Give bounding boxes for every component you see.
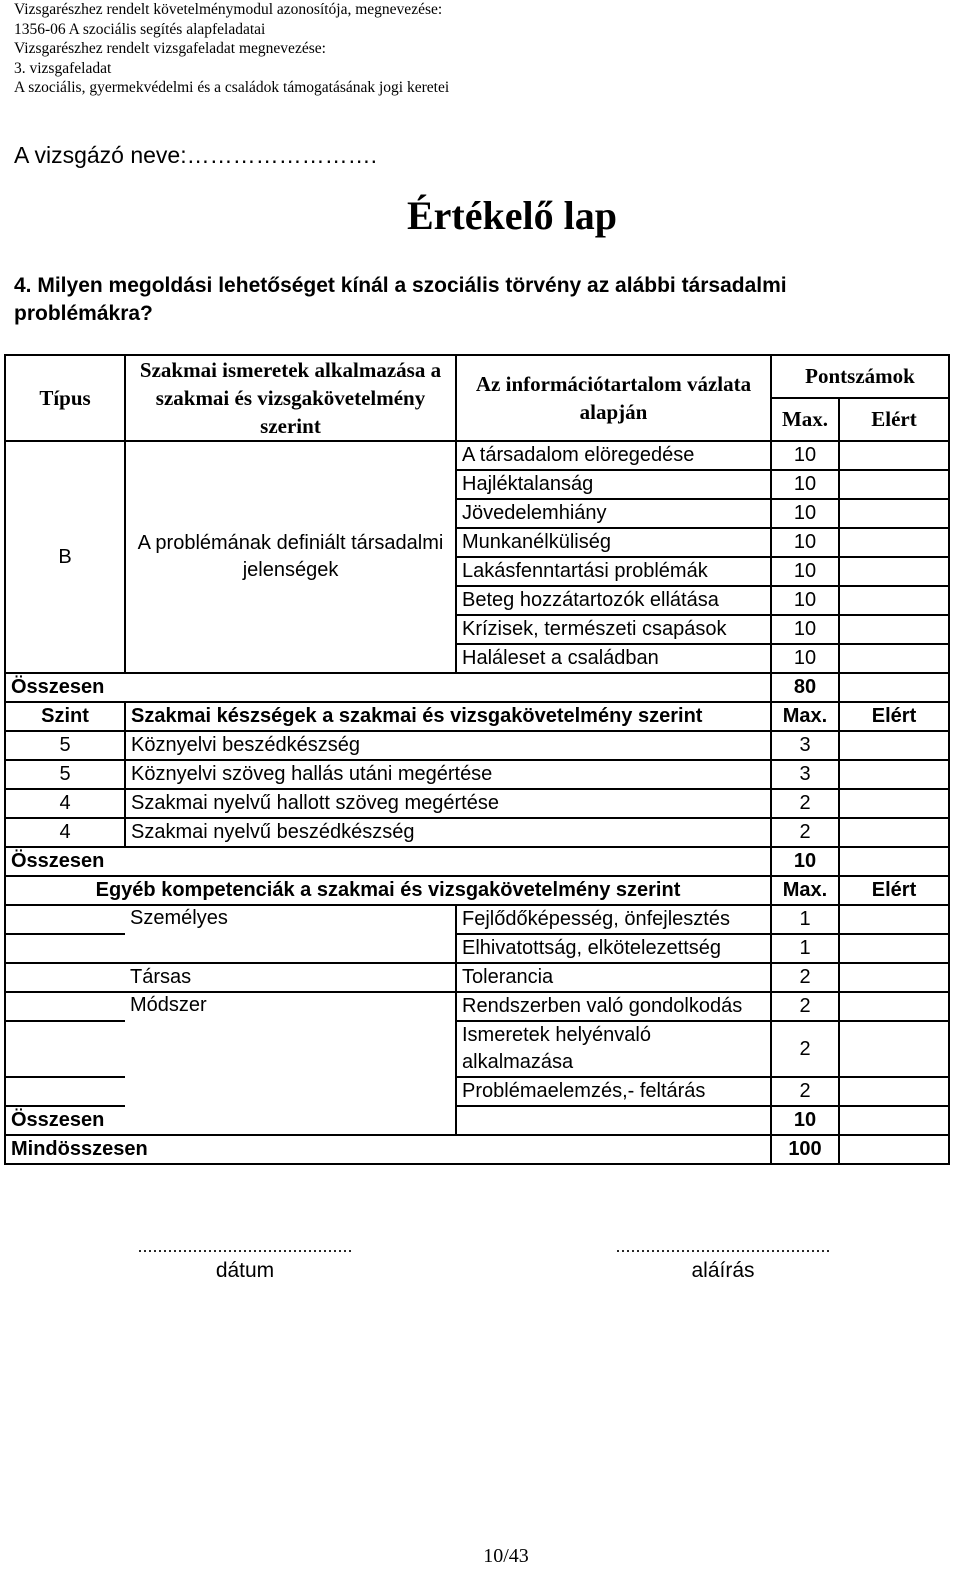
achieved-points[interactable] [839, 615, 949, 644]
knowledge-cell: A problémának definiált társadalmi jelenségek [125, 441, 456, 673]
grand-total-max: 100 [771, 1135, 839, 1164]
section3-total-row [5, 1106, 949, 1135]
competency-category: Társas [125, 963, 456, 992]
col-knowledge-header: Szakmai ismeretek alkalmazása a szakmai és vizsgakövetelmény szerint [125, 355, 456, 441]
header-line: 3. vizsgafeladat [14, 59, 112, 77]
competency-item: Problémaelemzés,- feltárás [456, 1077, 771, 1106]
table-row [5, 789, 949, 818]
total-label: Összesen [5, 847, 771, 876]
col-achieved-header: Elért [839, 398, 949, 441]
col-level-header: Szint [5, 702, 125, 731]
achieved-points[interactable] [839, 441, 949, 470]
candidate-name-line: A vizsgázó neve:……………………. [14, 142, 377, 168]
date-signature-block [100, 1236, 390, 1283]
max-points: 2 [771, 1021, 839, 1077]
achieved-points[interactable] [839, 789, 949, 818]
date-label: dátum [215, 1259, 275, 1282]
total-achieved[interactable] [839, 1106, 949, 1135]
total-achieved[interactable] [839, 673, 949, 702]
max-points: 2 [771, 963, 839, 992]
table-row [5, 992, 949, 1021]
max-points: 10 [771, 470, 839, 499]
section1-total-row [5, 673, 949, 702]
competency-category: Személyes [125, 905, 456, 963]
level-cell: 4 [5, 789, 125, 818]
max-points: 2 [771, 789, 839, 818]
signature-block [578, 1236, 868, 1283]
competency-category: Módszer [125, 992, 456, 1135]
achieved-points[interactable] [839, 470, 949, 499]
col-info-header: Az információtartalom vázlata alapján [456, 355, 771, 441]
max-points: 2 [771, 1077, 839, 1106]
max-points: 10 [771, 615, 839, 644]
col-type-header: Típus [5, 355, 125, 441]
header-line: Vizsgarészhez rendelt követelménymodul azonosítója, megnevezése: [14, 1, 443, 18]
type-cell: B [5, 441, 125, 673]
max-points: 10 [771, 557, 839, 586]
skill-item: Köznyelvi szöveg hallás utáni megértése [125, 760, 771, 789]
page-title: Értékelő lap [407, 193, 617, 238]
evaluation-table [4, 354, 950, 1165]
grand-total-row [5, 1135, 949, 1164]
achieved-points[interactable] [839, 1077, 949, 1106]
header-line: 1356-06 A szociális segítés alapfeladatai [14, 20, 266, 38]
info-item: Beteg hozzátartozók ellátása [456, 586, 771, 615]
skill-item: Szakmai nyelvű hallott szöveg megértése [125, 789, 771, 818]
other-competencies-header: Egyéb kompetenciák a szakmai és vizsgakövetelmény szerint [5, 876, 771, 905]
total-max: 10 [771, 847, 839, 876]
skill-item: Szakmai nyelvű beszédkészség [125, 818, 771, 847]
grand-total-achieved[interactable] [839, 1135, 949, 1164]
achieved-points[interactable] [839, 992, 949, 1021]
skill-item: Köznyelvi beszédkészség [125, 731, 771, 760]
info-item: Munkanélküliség [456, 528, 771, 557]
total-max: 10 [771, 1106, 839, 1135]
table-row [5, 760, 949, 789]
date-dots: ........................................... [137, 1236, 353, 1256]
level-cell: 5 [5, 760, 125, 789]
section3-header-row [5, 876, 949, 905]
info-item: Haláleset a családban [456, 644, 771, 673]
achieved-points[interactable] [839, 818, 949, 847]
achieved-points[interactable] [839, 934, 949, 963]
header-line: A szociális, gyermekvédelmi és a családok támogatásának jogi keretei [14, 79, 450, 96]
achieved-points[interactable] [839, 586, 949, 615]
col-skills-header: Szakmai készségek a szakmai és vizsgakövetelmény szerint [125, 702, 771, 731]
section2-header-row [5, 702, 949, 731]
achieved-points[interactable] [839, 905, 949, 934]
max-points: 10 [771, 586, 839, 615]
max-points: 3 [771, 760, 839, 789]
achieved-points[interactable] [839, 760, 949, 789]
document-header [14, 0, 449, 98]
table-row [5, 818, 949, 847]
col-max-header: Max. [771, 876, 839, 905]
competency-item: Tolerancia [456, 963, 771, 992]
max-points: 10 [771, 644, 839, 673]
col-max-header: Max. [771, 702, 839, 731]
col-points-header: Pontszámok [771, 355, 949, 398]
achieved-points[interactable] [839, 731, 949, 760]
achieved-points[interactable] [839, 1021, 949, 1077]
max-points: 2 [771, 992, 839, 1021]
competency-item: Rendszerben való gondolkodás [456, 992, 771, 1021]
col-achieved-header: Elért [839, 702, 949, 731]
max-points: 2 [771, 818, 839, 847]
signature-label: aláírás [691, 1259, 755, 1282]
max-points: 10 [771, 528, 839, 557]
info-item: Hajléktalanság [456, 470, 771, 499]
achieved-points[interactable] [839, 644, 949, 673]
question-text: 4. Milyen megoldási lehetőséget kínál a szociális törvény az alábbi társadalmi problémákra? [14, 274, 787, 325]
total-max: 80 [771, 673, 839, 702]
col-max-header: Max. [771, 398, 839, 441]
grand-total-label: Mindösszesen [5, 1135, 771, 1164]
level-cell: 4 [5, 818, 125, 847]
table-row [5, 905, 949, 934]
table-row [5, 441, 949, 470]
total-achieved[interactable] [839, 847, 949, 876]
info-item: A társadalom elöregedése [456, 441, 771, 470]
info-item: Jövedelemhiány [456, 499, 771, 528]
max-points: 1 [771, 905, 839, 934]
competency-item: Ismeretek helyénvaló alkalmazása [456, 1021, 771, 1077]
signature-dots: ........................................... [615, 1236, 831, 1256]
section2-total-row [5, 847, 949, 876]
max-points: 1 [771, 934, 839, 963]
competency-item: Elhivatottság, elkötelezettség [456, 934, 771, 963]
table-row [5, 731, 949, 760]
achieved-points[interactable] [839, 528, 949, 557]
info-item: Lakásfenntartási problémák [456, 557, 771, 586]
section1-header-row [5, 355, 949, 398]
total-label: Összesen [5, 1106, 771, 1135]
achieved-points[interactable] [839, 963, 949, 992]
table-row [5, 963, 949, 992]
achieved-points[interactable] [839, 557, 949, 586]
competency-item: Fejlődőképesség, önfejlesztés [456, 905, 771, 934]
level-cell: 5 [5, 731, 125, 760]
page-number: 10/43 [483, 1545, 529, 1567]
achieved-points[interactable] [839, 499, 949, 528]
header-line: Vizsgarészhez rendelt vizsgafeladat megnevezése: [14, 40, 326, 57]
max-points: 10 [771, 499, 839, 528]
info-item: Krízisek, természeti csapások [456, 615, 771, 644]
max-points: 3 [771, 731, 839, 760]
col-achieved-header: Elért [839, 876, 949, 905]
total-label: Összesen [5, 673, 771, 702]
max-points: 10 [771, 441, 839, 470]
